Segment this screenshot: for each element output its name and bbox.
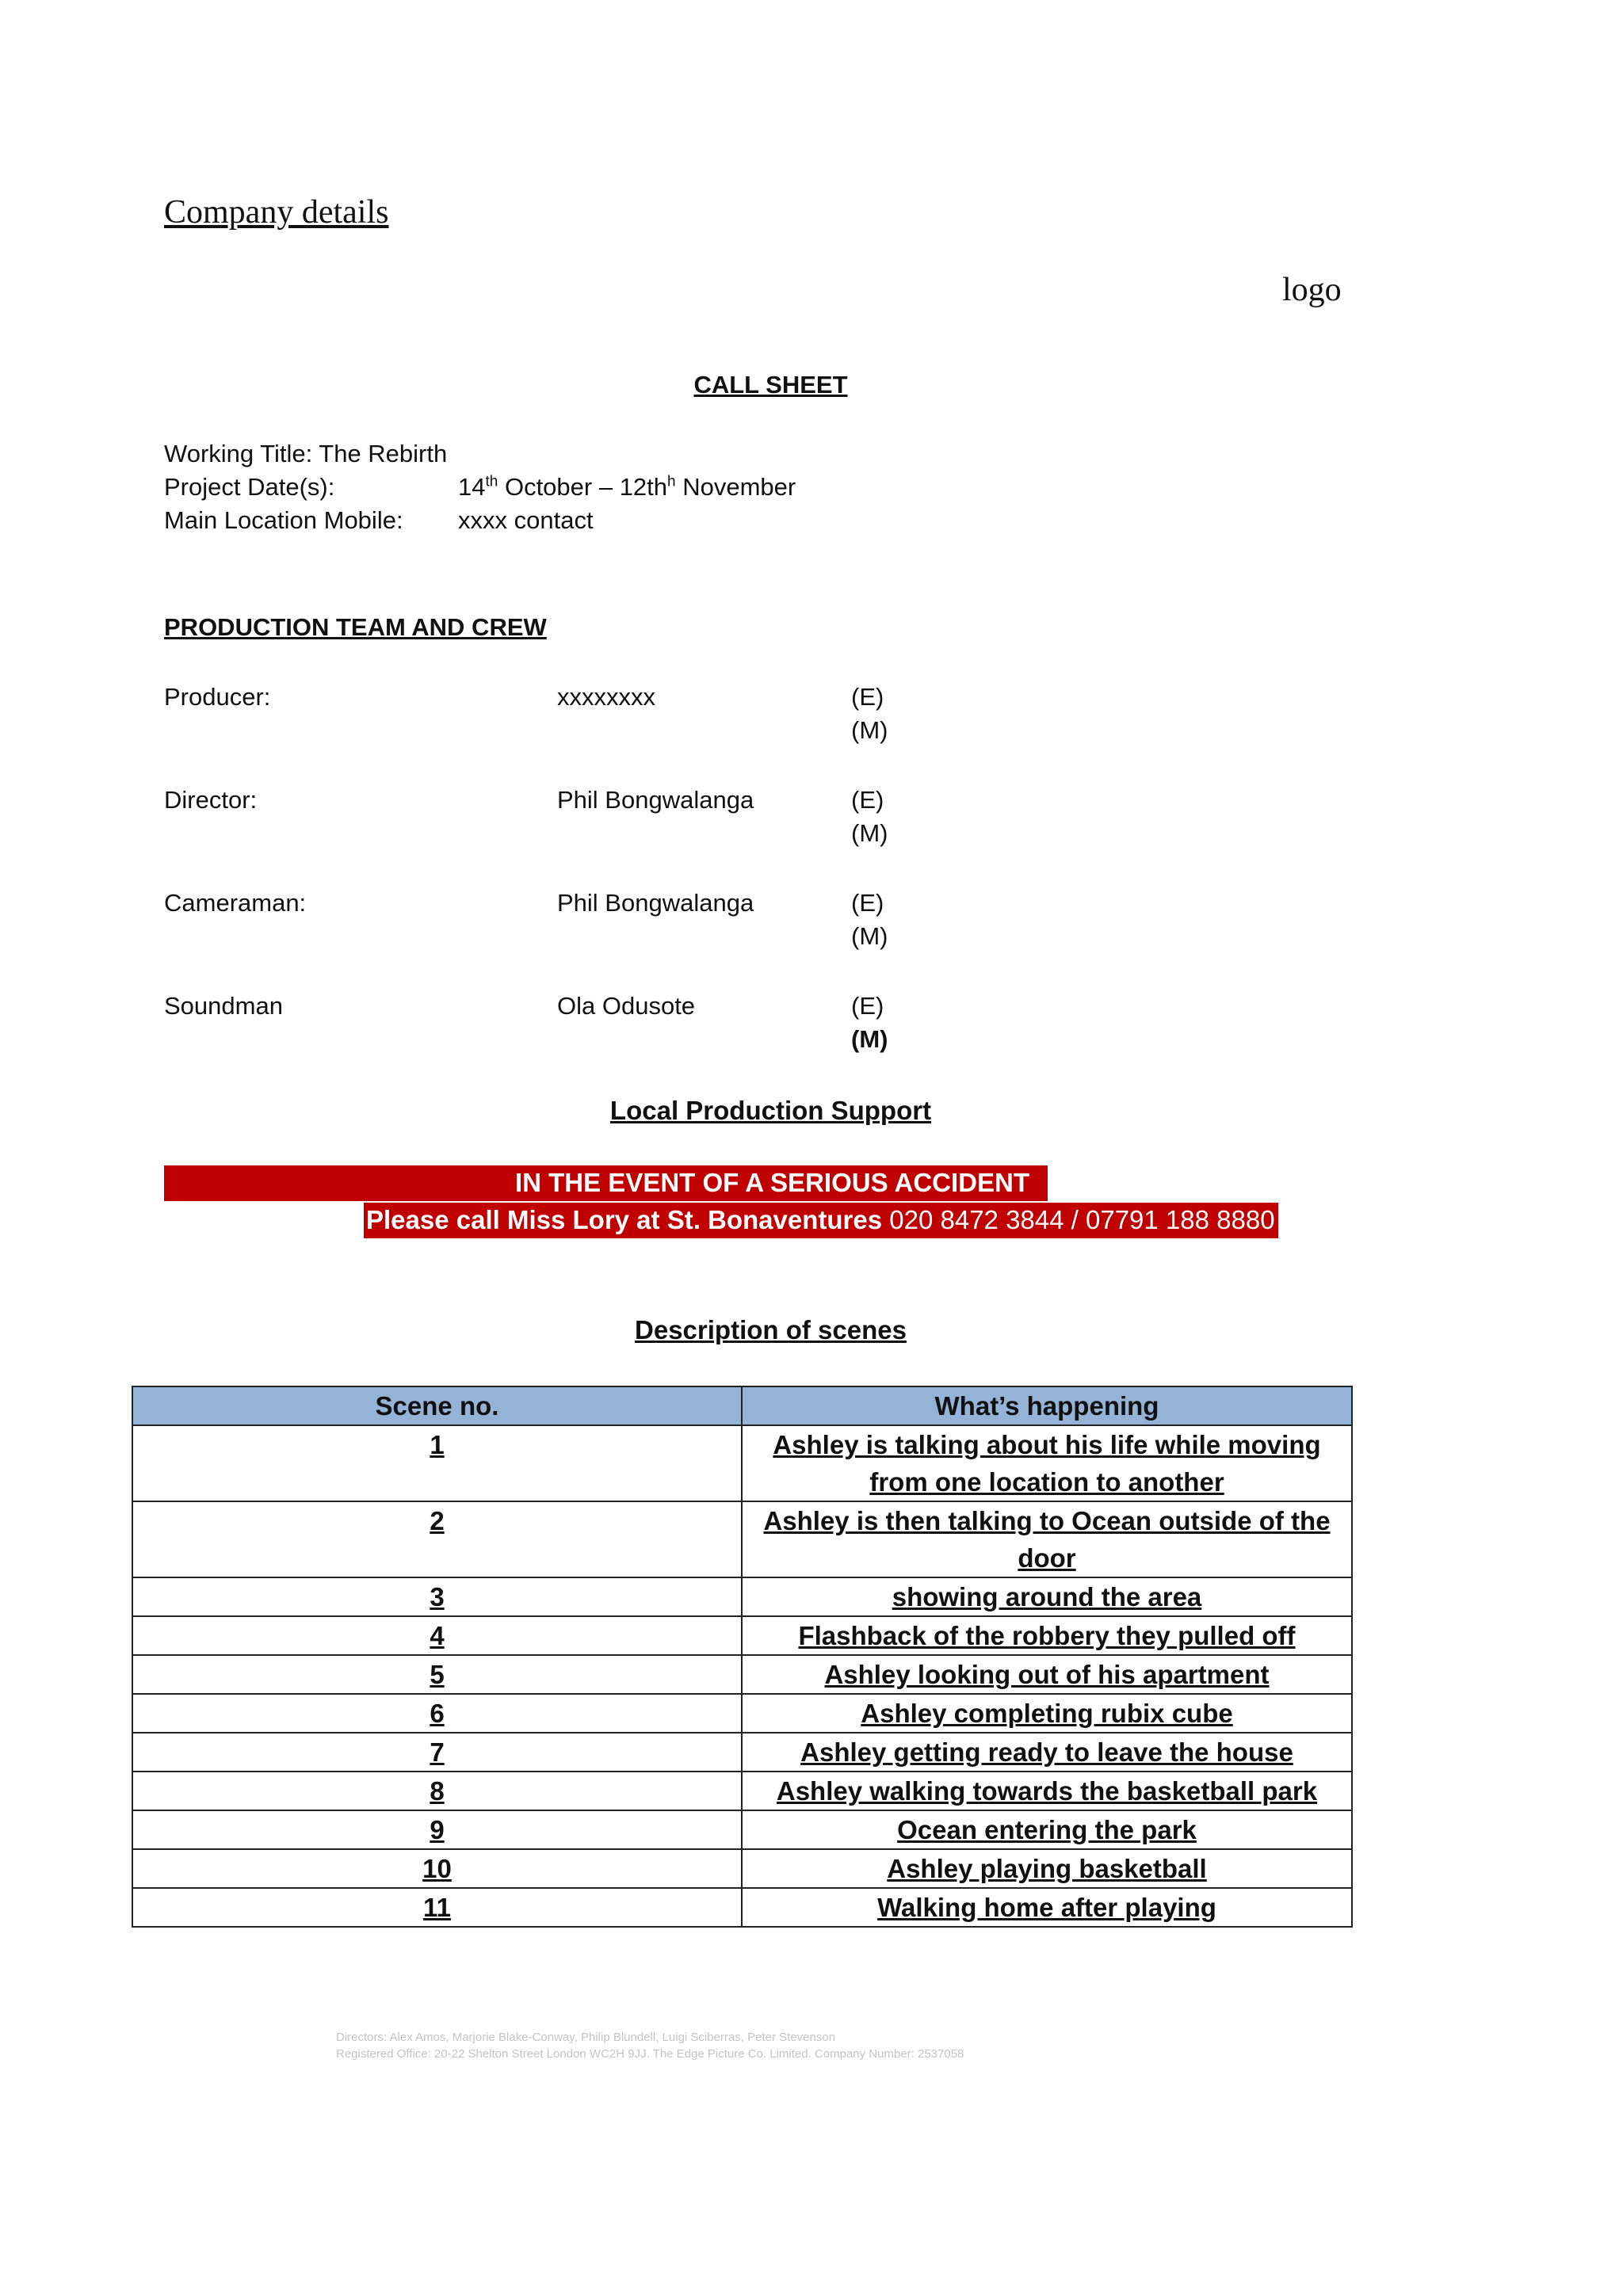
emergency-heading: IN THE EVENT OF A SERIOUS ACCIDENT (514, 1168, 1030, 1197)
footer-directors: Directors: Alex Amos, Marjorie Blake-Conway, Philip Blundell, Luigi Sciberras, Peter Stevenson (336, 2031, 835, 2044)
scene-number: 2 (132, 1501, 742, 1577)
scene-number: 1 (132, 1425, 742, 1501)
scene-description: showing around the area (742, 1577, 1352, 1616)
crew-email: (E) (851, 992, 884, 1020)
table-row (132, 1616, 1352, 1655)
project-dates-value: 14th October – $12th^h$ November (458, 473, 796, 501)
table-row (132, 1733, 1352, 1772)
table-row (132, 1577, 1352, 1616)
crew-name: Phil Bongwalanga (557, 786, 754, 814)
table-row (132, 1425, 1352, 1501)
scene-number: 3 (132, 1577, 742, 1616)
header-scene-no: Scene no. (132, 1386, 742, 1425)
scenes-heading: Description of scenes (635, 1315, 907, 1344)
crew-name: Ola Odusote (557, 992, 696, 1020)
footer-registered-office: Registered Office: 20-22 Shelton Street London WC2H 9JJ. The Edge Picture Co. Limited. Company Number: 2537058 (336, 2047, 964, 2061)
scene-number: 4 (132, 1616, 742, 1655)
scene-description: Ocean entering the park (742, 1810, 1352, 1849)
crew-mobile: (M) (851, 819, 888, 847)
crew-email: (E) (851, 683, 884, 711)
main-location-label: Main Location Mobile: (164, 506, 403, 534)
logo-placeholder: logo (1282, 272, 1342, 308)
scene-number: 6 (132, 1694, 742, 1733)
scene-number: 8 (132, 1772, 742, 1810)
project-dates-label: Project Date(s): (164, 473, 335, 501)
crew-email: (E) (851, 889, 884, 917)
crew-mobile: (M) (851, 716, 888, 744)
scene-description: Ashley getting ready to leave the house (742, 1733, 1352, 1772)
scene-description: Walking home after playing (742, 1888, 1352, 1927)
table-row (132, 1501, 1352, 1577)
scene-number: 11 (132, 1888, 742, 1927)
crew-role: Cameraman: (164, 889, 307, 917)
crew-role: Producer: (164, 683, 271, 711)
crew-role: Director: (164, 786, 258, 814)
crew-name: Phil Bongwalanga (557, 889, 754, 917)
main-location-value: xxxx contact (458, 506, 594, 534)
scene-description: Ashley looking out of his apartment (742, 1655, 1352, 1694)
company-details-heading: Company details (164, 194, 389, 231)
crew-mobile: (M) (851, 922, 888, 950)
table-header-row (132, 1386, 1352, 1425)
scene-description: Flashback of the robbery they pulled off (742, 1616, 1352, 1655)
scene-description: Ashley completing rubix cube (742, 1694, 1352, 1733)
table-row (132, 1694, 1352, 1733)
scene-description: Ashley is then talking to Ocean outside of the door (742, 1501, 1352, 1577)
working-title: Working Title: The Rebirth (164, 440, 448, 467)
scene-number: 9 (132, 1810, 742, 1849)
scenes-table (132, 1386, 1353, 1928)
emergency-contact: Please call Miss Lory at St. Bonaventures 020 8472 3844 / 07791 188 8880 (366, 1205, 1275, 1234)
table-row (132, 1655, 1352, 1694)
crew-email: (E) (851, 786, 884, 814)
scene-number: 7 (132, 1733, 742, 1772)
scene-description: Ashley walking towards the basketball park (742, 1772, 1352, 1810)
table-row (132, 1849, 1352, 1888)
header-whats-happening: What’s happening (742, 1386, 1352, 1425)
crew-role: Soundman (164, 992, 283, 1020)
scene-description: Ashley playing basketball (742, 1849, 1352, 1888)
table-row (132, 1888, 1352, 1927)
local-support-heading: Local Production Support (609, 1096, 932, 1125)
scene-number: 10 (132, 1849, 742, 1888)
call-sheet-title: CALL SHEET (693, 371, 848, 399)
table-row (132, 1810, 1352, 1849)
scene-description: Ashley is talking about his life while moving from one location to another (742, 1425, 1352, 1501)
crew-mobile: (M) (851, 1025, 888, 1053)
table-row (132, 1772, 1352, 1810)
production-team-heading: PRODUCTION TEAM AND CREW (164, 613, 547, 641)
crew-name: xxxxxxxx (557, 683, 655, 711)
scene-number: 5 (132, 1655, 742, 1694)
